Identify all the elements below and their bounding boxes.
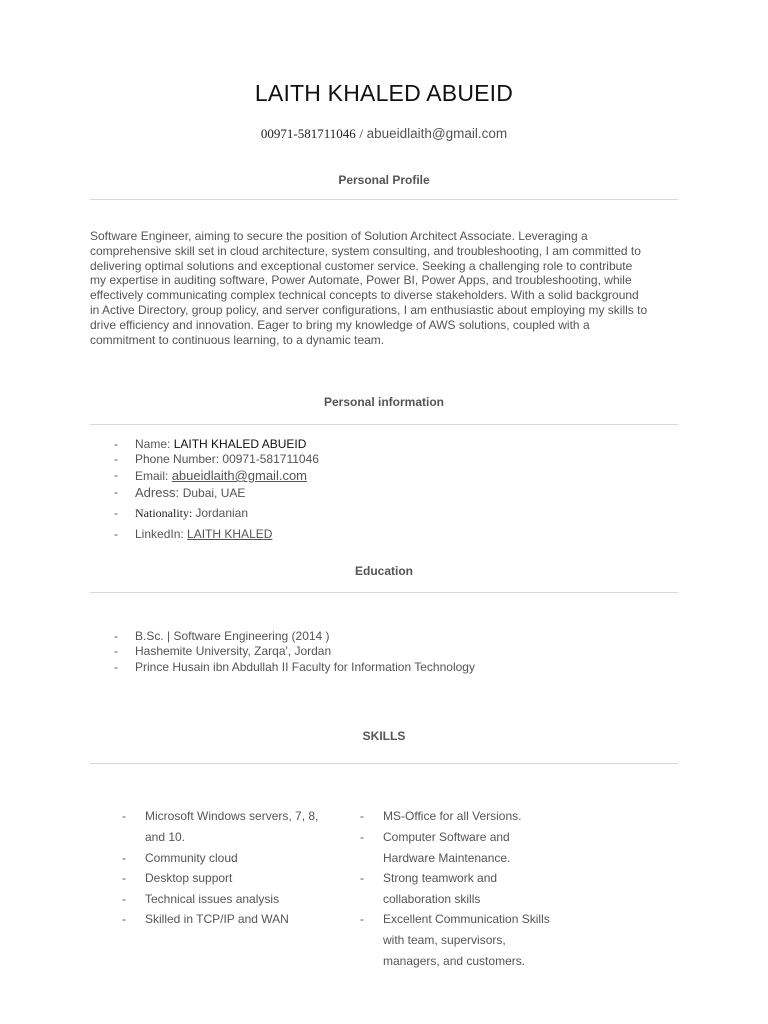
profile-line: in Active Directory, group policy, and server configurations, I am enthusiastic about employing my skills to: [90, 302, 648, 317]
section-heading-personal-info: Personal information: [323, 395, 445, 409]
skill-bullet: -: [360, 871, 364, 885]
skill-bullet: -: [122, 892, 126, 906]
section-heading-skills: SKILLS: [362, 729, 406, 743]
section-heading-profile: Personal Profile: [338, 173, 430, 187]
candidate-name: LAITH KHALED ABUEID: [254, 80, 514, 106]
skill-item-continued: managers, and customers.: [383, 954, 526, 968]
section-heading-education: Education: [354, 564, 413, 578]
skill-bullet: -: [360, 809, 364, 823]
bullet: -: [114, 452, 118, 466]
skill-item: Strong teamwork and: [383, 871, 498, 885]
profile-line: Software Engineer, aiming to secure the position of Solution Architect Associate. Leveraging a: [90, 229, 588, 243]
profile-line: comprehensive skill set in cloud architecture, system consulting, and troubleshooting, I am committed to: [90, 243, 641, 258]
skill-bullet: -: [360, 912, 364, 926]
info-label: Adress:: [135, 485, 183, 500]
skill-item-continued: with team, supervisors,: [383, 933, 506, 947]
education-text: B.Sc. | Software Engineering (2014 ): [135, 629, 330, 643]
skill-item: MS-Office for all Versions.: [383, 809, 522, 823]
profile-paragraph: [90, 229, 682, 347]
skill-item: Computer Software and: [383, 830, 510, 844]
skill-bullet: -: [360, 830, 364, 844]
bullet: -: [114, 644, 118, 658]
email-link[interactable]: abueidlaith@gmail.com: [171, 468, 308, 483]
skill-bullet: -: [122, 851, 126, 865]
skill-item: Desktop support: [145, 871, 233, 885]
skill-item-continued: Hardware Maintenance.: [383, 851, 511, 865]
skill-bullet: -: [122, 809, 126, 823]
education-text: Hashemite University, Zarqa', Jordan: [135, 644, 332, 658]
contact-line: [0, 126, 768, 142]
bullet: -: [114, 485, 118, 499]
info-value-name: LAITH KHALED ABUEID: [173, 437, 307, 451]
education-text: Prince Husain ibn Abdullah II Faculty for Information Technology: [135, 660, 475, 674]
skill-item: Technical issues analysis: [145, 892, 280, 906]
bullet: -: [114, 468, 118, 482]
skill-item-continued: and 10.: [145, 830, 186, 844]
bullet: -: [114, 660, 118, 674]
info-label: Email:: [135, 469, 172, 483]
header-phone: 00971-581711046: [260, 126, 356, 141]
bullet: -: [114, 629, 118, 643]
bullet: -: [114, 506, 118, 520]
info-label: LinkedIn:: [135, 527, 188, 541]
header-email[interactable]: abueidlaith@gmail.com: [366, 126, 508, 141]
skill-bullet: -: [122, 912, 126, 926]
bullet: -: [114, 437, 118, 451]
info-value-address: Dubai, UAE: [182, 486, 246, 500]
section-divider: [90, 424, 678, 425]
profile-line: effectively communicating complex technical concepts to diverse stakeholders. With a solid background: [90, 288, 639, 303]
skill-item: Excellent Communication Skills: [383, 912, 550, 926]
info-label: Nationality:: [135, 506, 196, 520]
skill-item: Microsoft Windows servers, 7, 8,: [145, 809, 319, 823]
info-value-phone: 00971-581711046: [222, 452, 319, 466]
header-separator: /: [359, 126, 363, 141]
profile-line: drive efficiency and innovation. Eager to bring my knowledge of AWS solutions, coupled with a: [90, 317, 590, 332]
section-divider: [90, 763, 678, 764]
skill-item: Community cloud: [145, 851, 238, 865]
section-divider: [90, 592, 678, 593]
bullet: -: [114, 527, 118, 541]
profile-line: commitment to continuous learning, to a dynamic team.: [90, 332, 385, 347]
skill-item-continued: collaboration skills: [383, 892, 481, 906]
profile-line: delivering optimal solutions and exceptional customer service. Seeking a challenging role to contribute: [90, 258, 633, 273]
profile-line: my expertise in auditing software, Power Automate, Power BI, Power Apps, and troubleshooting, while: [90, 273, 632, 288]
info-value-nationality: Jordanian: [195, 506, 249, 520]
info-label: Phone Number:: [135, 452, 223, 466]
skill-item: Skilled in TCP/IP and WAN: [145, 912, 289, 926]
section-divider: [90, 199, 678, 200]
info-label: Name:: [135, 437, 174, 451]
skill-bullet: -: [122, 871, 126, 885]
linkedin-link[interactable]: LAITH KHALED: [187, 527, 273, 541]
